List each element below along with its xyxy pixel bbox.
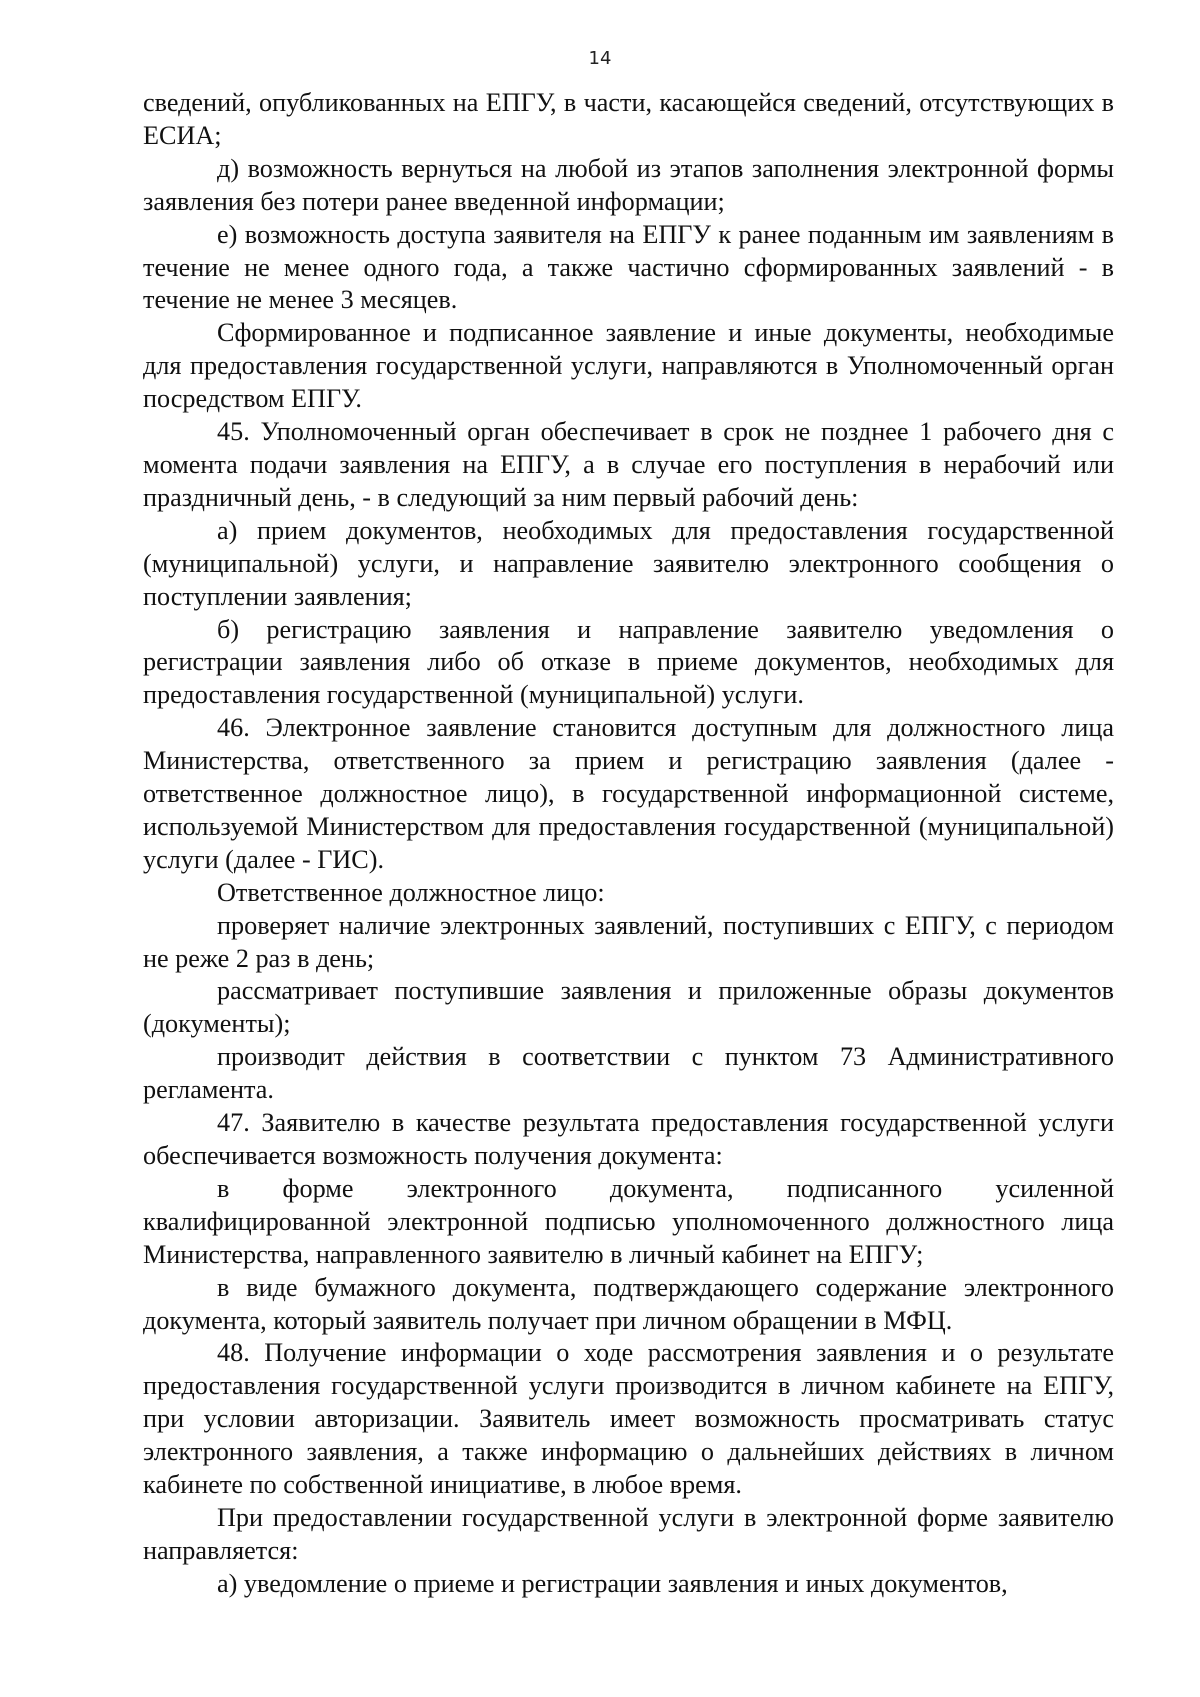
paragraph: рассматривает поступившие заявления и приложенные образы документов (документы); [143,976,1114,1039]
paragraph: проверяет наличие электронных заявлений, поступивших с ЕПГУ, с периодом не реже 2 раз в день; [143,910,1114,973]
paragraph: 47. Заявителю в качестве результата предоставления государственной услуги обеспечивается возможность получения документа: [143,1108,1114,1170]
paragraph: а) уведомление о приеме и регистрации заявления и иных документов, [217,1568,1008,1598]
paragraph: сведений, опубликованных на ЕПГУ, в части, касающейся сведений, отсутствующих в ЕСИА; [143,88,1114,150]
paragraph: Сформированное и подписанное заявление и иные документы, необходимые для предоставления государственной услуги, направляются в Уполномоченный орган посредством ЕПГУ. [143,318,1114,414]
paragraph: а) прием документов, необходимых для предоставления государственной (муниципальной) услуги, и направление заявителю электронного сообщения о поступлении заявления; [143,515,1114,611]
paragraph: д) возможность вернуться на любой из этапов заполнения электронной формы заявления без потери ранее введенной информации; [143,153,1114,216]
paragraph: 48. Получение информации о ходе рассмотрения заявления и о результате предоставления государственной услуги производится в личном кабинете на ЕПГУ, при условии авторизации. Заявитель имеет возможность просматривать статус электронного заявления, а также информацию о дальнейших действиях в личном кабинете по собственной инициативе, в любое время. [143,1338,1114,1500]
paragraph: При предоставлении государственной услуги в электронной форме заявителю направляется: [143,1502,1114,1565]
paragraph: 46. Электронное заявление становится доступным для должностного лица Министерства, ответственного за прием и регистрацию заявления (далее - ответственное должностное лицо), в государственной информационной системе, используемой Министерством для предоставления государственной (муниципальной) услуги (далее - ГИС). [143,713,1114,874]
document-body [143,87,1114,1601]
paragraph: б) регистрацию заявления и направление заявителю уведомления о регистрации заявления либо об отказе в приеме документов, необходимых для предоставления государственной (муниципальной) услуги. [143,614,1114,710]
paragraph: е) возможность доступа заявителя на ЕПГУ к ранее поданным им заявлениям в течение не менее одного года, а также частично сформированных заявлений - в течение не менее 3 месяцев. [143,219,1114,315]
paragraph: в виде бумажного документа, подтверждающего содержание электронного документа, который заявитель получает при личном обращении в МФЦ. [143,1272,1114,1335]
paragraph: Ответственное должностное лицо: [217,877,605,907]
paragraph: в форме электронного документа, подписанного усиленной квалифицированной электронной подписью уполномоченного должностного лица Министерства, направленного заявителю в личный кабинет на ЕПГУ; [143,1173,1114,1269]
paragraph: производит действия в соответствии с пунктом 73 Административного регламента. [143,1042,1114,1105]
paragraph: 45. Уполномоченный орган обеспечивает в срок не позднее 1 рабочего дня с момента подачи заявления на ЕПГУ, а в случае его поступления в нерабочий или праздничный день, - в следующий за ним первый рабочий день: [143,417,1114,512]
page-number: 14 [588,48,612,69]
